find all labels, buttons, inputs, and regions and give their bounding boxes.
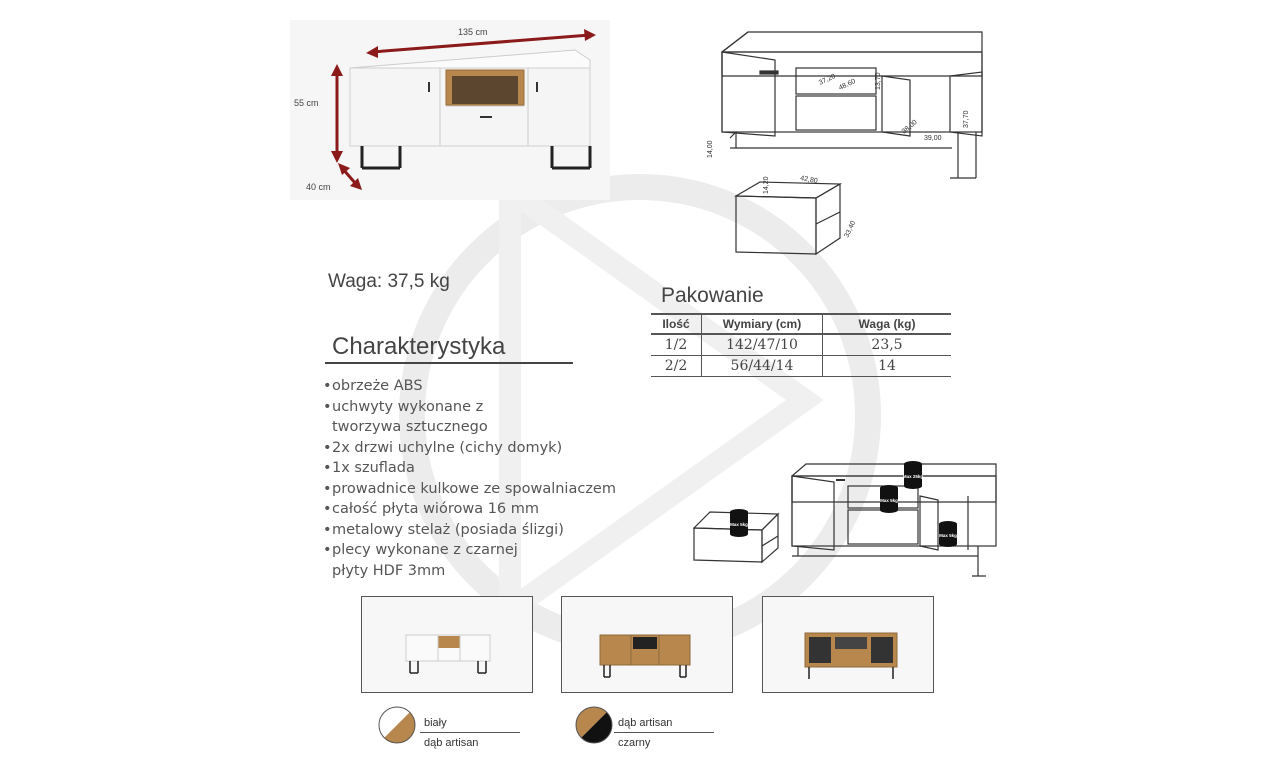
swatch-label-primary: biały xyxy=(424,717,447,729)
packaging-table xyxy=(651,313,951,377)
table-row xyxy=(651,356,951,377)
technical-drawing xyxy=(700,28,990,260)
load-label: Max 25kg xyxy=(902,474,924,479)
measurement-text: 37,70 xyxy=(963,110,970,128)
width-dimension-label: 135 cm xyxy=(458,27,488,37)
swatch-label-secondary: dąb artisan xyxy=(424,737,479,749)
column-header: Ilość xyxy=(651,314,702,334)
measurement-text: 13,70 xyxy=(875,72,882,90)
table-cell: 1/2 xyxy=(651,334,702,356)
table-cell: 23,5 xyxy=(823,334,952,356)
feature-item: •uchwyty wykonane z xyxy=(323,398,484,415)
feature-item: •metalowy stelaż (posiada ślizgi) xyxy=(323,521,564,538)
swatch-divider xyxy=(614,732,714,733)
feature-item: •1x szuflada xyxy=(323,460,415,476)
feature-item: •prowadnice kulkowe ze spowalniaczem xyxy=(323,480,616,497)
swatch-label-primary: dąb artisan xyxy=(618,717,673,729)
variant-thumbnail-oak-black[interactable] xyxy=(561,596,733,693)
swatch-divider xyxy=(420,732,520,733)
load-label: Max 5kg xyxy=(730,522,748,527)
variant-thumbnail-oak-open[interactable] xyxy=(762,596,934,693)
measurement-text: 37,20 xyxy=(817,73,837,87)
oak-open-cabinet-image xyxy=(763,597,933,692)
feature-item: płyty HDF 3mm xyxy=(332,562,446,579)
table-cell: 2/2 xyxy=(651,356,702,377)
measurement-text: 42,80 xyxy=(799,175,819,186)
feature-item: •całość płyta wiórowa 16 mm xyxy=(323,501,540,517)
packaging-title: Pakowanie xyxy=(661,284,764,307)
column-header: Waga (kg) xyxy=(823,314,952,334)
swatch-label-secondary: czarny xyxy=(618,737,651,749)
features-list xyxy=(323,376,683,581)
feature-item: tworzywa sztucznego xyxy=(332,419,488,435)
column-header: Wymiary (cm) xyxy=(702,314,823,334)
variant-thumbnail-white[interactable] xyxy=(361,596,533,693)
table-cell: 14 xyxy=(823,356,952,377)
measurement-text: 39,00 xyxy=(924,135,942,142)
measurement-text: 33,40 xyxy=(843,219,858,239)
load-capacity-drawing xyxy=(688,456,1000,582)
measurement-text: 48,60 xyxy=(837,78,857,92)
measurement-text: 14,20 xyxy=(763,176,770,194)
table-cell: 56/44/14 xyxy=(702,356,823,377)
depth-dimension-label: 40 cm xyxy=(306,182,331,192)
feature-item: •2x drzwi uchylne (cichy domyk) xyxy=(323,439,563,456)
characteristics-underline xyxy=(325,362,573,364)
swatch-oak-black[interactable] xyxy=(574,705,614,745)
measurement-text: 14,00 xyxy=(707,140,714,158)
measurement-text: 38,00 xyxy=(900,118,919,136)
height-dimension-label: 55 cm xyxy=(294,98,319,108)
product-weight: Waga: 37,5 kg xyxy=(328,271,450,292)
load-label: Max 5kg xyxy=(880,498,898,503)
white-cabinet-image xyxy=(362,597,532,692)
feature-item: •obrzeże ABS xyxy=(323,378,423,394)
feature-item: •plecy wykonane z czarnej xyxy=(323,542,518,558)
swatch-white-oak[interactable] xyxy=(377,705,417,745)
table-header-row xyxy=(651,314,951,334)
characteristics-title: Charakterystyka xyxy=(332,333,506,360)
load-label: Max 5kg xyxy=(939,533,957,538)
oak-black-cabinet-image xyxy=(562,597,732,692)
table-row xyxy=(651,334,951,356)
table-cell: 142/47/10 xyxy=(702,334,823,356)
product-dimension-render xyxy=(290,20,610,200)
